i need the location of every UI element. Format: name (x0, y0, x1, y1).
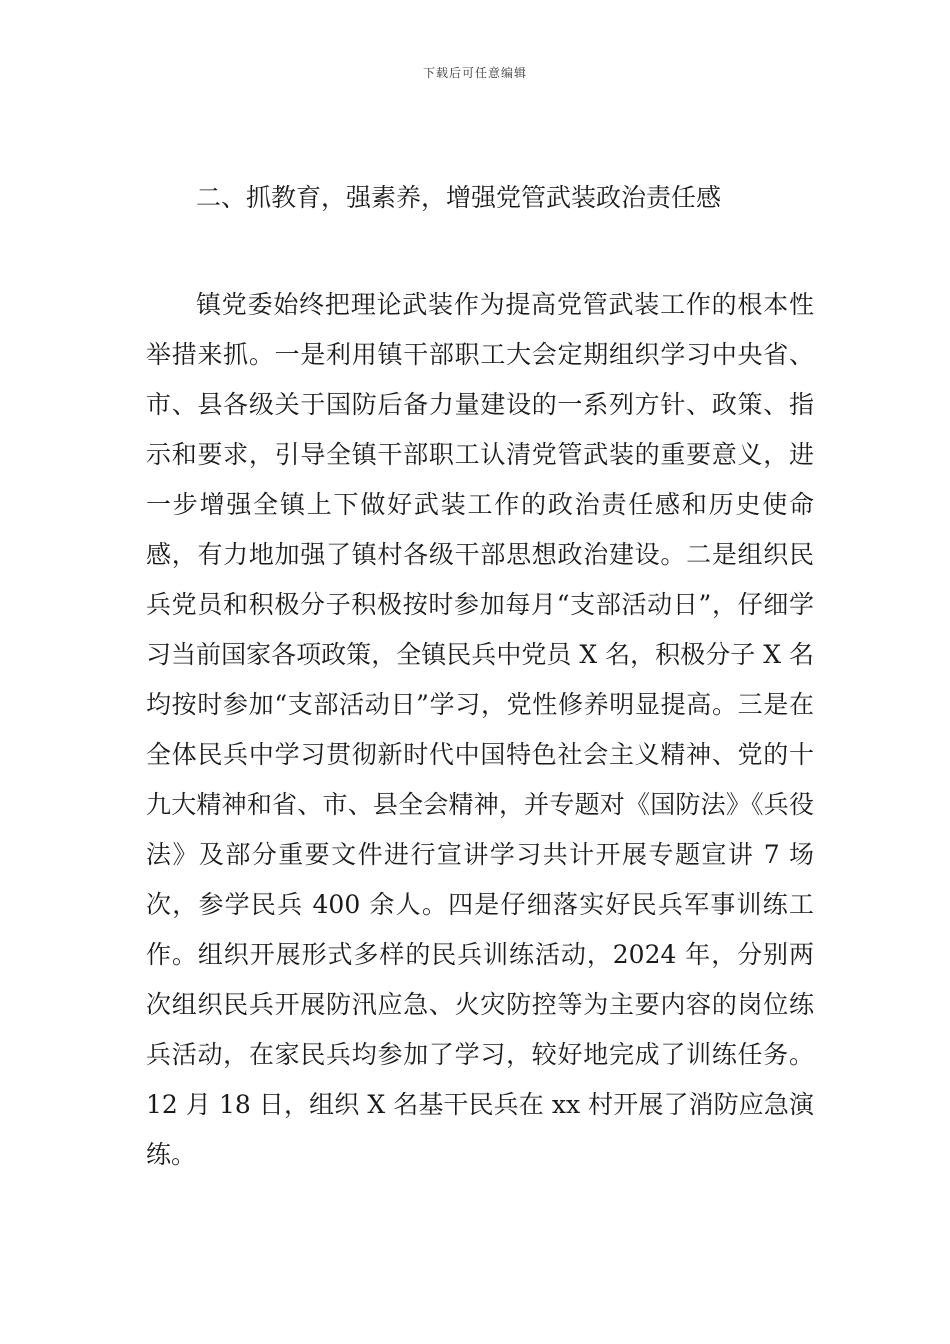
section-heading: 二、抓教育，强素养，增强党管武装政治责任感 (196, 183, 722, 212)
body-paragraph: 镇党委始终把理论武装作为提高党管武装工作的根本性举措来抓。一是利用镇干部职工大会定期组织学习中央省、市、县各级关于国防后备力量建设的一系列方针、政策、指示和要求，引导全镇干部职工认清党管武装的重要意义，进一步增强全镇上下做好武装工作的政治责任感和历史使命感，有力地加强了镇村各级干部思想政治建设。二是组织民兵党员和积极分子积极按时参加每月“支部活动日”，仔细学习当前国家各项政策，全镇民兵中党员 X 名，积极分子 X 名均按时参加“支部活动日”学习，党性修养明显提高。三是在全体民兵中学习贯彻新时代中国特色社会主义精神、党的十九大精神和省、市、县全会精神，并专题对《国防法》《兵役法》及部分重要文件进行宣讲学习共计开展专题宣讲 7 场次，参学民兵 400 余人。四是仔细落实好民兵军事训练工作。组织开展形式多样的民兵训练活动，2024 年，分别两次组织民兵开展防汛应急、火灾防控等为主要内容的岗位练兵活动，在家民兵均参加了学习，较好地完成了训练任务。12 月 18 日，组织 X 名基干民兵在 xx 村开展了消防应急演练。 (146, 290, 814, 1169)
page-header-note: 下载后可任意编辑 (422, 66, 527, 80)
